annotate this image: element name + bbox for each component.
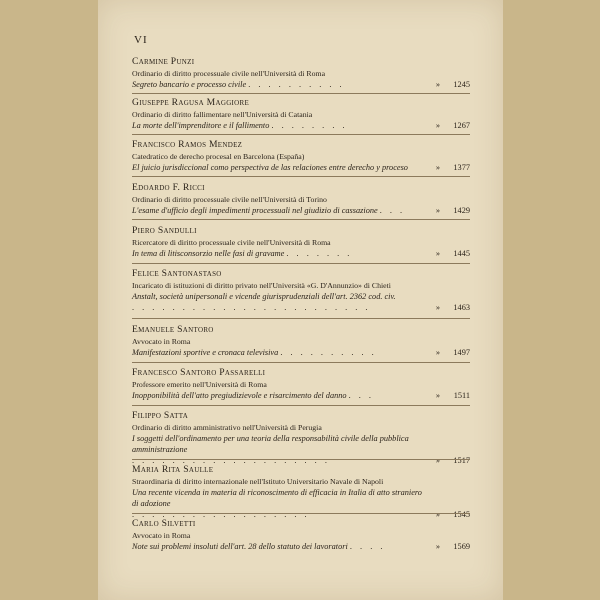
leader-dots: . . .: [348, 391, 374, 400]
author-name: Filippo Satta: [132, 410, 189, 421]
article-title-row: [132, 248, 470, 259]
ditto-mark: »: [435, 206, 440, 215]
article-title-row: [132, 205, 470, 216]
author-role: Ordinario di diritto processuale civile nell'Università di Torino: [132, 195, 327, 204]
author-role: Ordinario di diritto fallimentare nell'Università di Catania: [132, 110, 313, 119]
page-ref: 1463: [453, 303, 470, 312]
ditto-mark: »: [435, 303, 440, 312]
ditto-mark: »: [435, 348, 440, 357]
article-title: Note sui problemi insoluti dell'art. 28 dello statuto dei lavoratori: [132, 542, 348, 551]
divider: [132, 362, 470, 363]
toc-entry: [132, 139, 470, 173]
leader-dots: . . . . . . . . . .: [280, 348, 377, 357]
ditto-mark: »: [435, 163, 440, 172]
toc-entry: [132, 464, 470, 520]
article-title: Segreto bancario e processo civile: [132, 80, 247, 89]
ditto-mark: »: [435, 542, 440, 551]
toc-entry: [132, 410, 470, 466]
author-name: Giuseppe Ragusa Maggiore: [132, 97, 250, 108]
article-title-row: [132, 433, 470, 466]
divider: [132, 318, 470, 319]
author-role: Avvocato in Roma: [132, 337, 191, 346]
page-ref: 1497: [453, 348, 470, 357]
toc-entry: [132, 324, 470, 358]
divider: [132, 93, 470, 94]
author-role: Avvocato in Roma: [132, 531, 191, 540]
author-name: Carlo Silvetti: [132, 518, 196, 529]
article-title: L'esame d'ufficio degli impedimenti processuali nel giudizio di cassazione: [132, 206, 378, 215]
article-title-row: [132, 162, 470, 173]
toc-entry: [132, 268, 470, 313]
toc-entry: [132, 367, 470, 401]
author-role: Catedratico de derecho procesal en Barcelona (España): [132, 152, 305, 161]
divider: [132, 513, 470, 514]
toc-entry: [132, 518, 470, 552]
page-ref: 1569: [453, 542, 470, 551]
page-ref: 1445: [453, 249, 470, 258]
article-title: Una recente vicenda in materia di riconoscimento di efficacia in Italia di atto straniero di adozione: [132, 488, 422, 508]
article-title-row: [132, 291, 470, 313]
ditto-mark: »: [435, 249, 440, 258]
article-title-row: [132, 79, 470, 90]
article-title-row: [132, 390, 470, 401]
article-title: Inopponibilità dell'atto pregiudizievole e risarcimento del danno: [132, 391, 347, 400]
divider: [132, 263, 470, 264]
article-title: La morte dell'imprenditore e il fallimento: [132, 121, 270, 130]
divider: [132, 459, 470, 460]
toc-entry: [132, 182, 470, 216]
page-ref: 1429: [453, 206, 470, 215]
toc-entry: [132, 225, 470, 259]
book-page: [98, 0, 503, 600]
ditto-mark: »: [435, 456, 440, 465]
leader-dots: . . . . . . . . . . . . . . . . . . . .: [132, 456, 330, 465]
author-role: Incaricato di istituzioni di diritto privato nell'Università «G. D'Annunzio» di Chieti: [132, 281, 391, 290]
article-title-row: [132, 120, 470, 131]
page-ref: 1245: [453, 80, 470, 89]
leader-dots: . . . . . . . . . . . . . . . . . .: [132, 510, 310, 519]
leader-dots: . . .: [379, 206, 406, 215]
page-number: VI: [134, 34, 148, 46]
page-ref: 1267: [453, 121, 470, 130]
article-title: Anstalt, società unipersonali e vicende giurisprudenziali dell'art. 2362 cod. civ.: [132, 292, 396, 301]
author-name: Carmine Punzi: [132, 56, 195, 67]
leader-dots: . . . . . . . . . . . . . . . . . . . . . . . .: [132, 303, 371, 312]
leader-dots: . . . .: [349, 542, 386, 551]
ditto-mark: »: [435, 391, 440, 400]
ditto-mark: »: [435, 510, 440, 519]
leader-dots: . . . . . . . . . .: [248, 80, 345, 89]
author-name: Felice Santonastaso: [132, 268, 222, 279]
author-role: Ricercatore di diritto processuale civile nell'Università di Roma: [132, 238, 331, 247]
author-name: Francesco Santoro Passarelli: [132, 367, 266, 378]
toc-entry: [132, 97, 470, 131]
article-title: I soggetti dell'ordinamento per una teoria della responsabilità civile della pubblica amministrazione: [132, 434, 409, 454]
author-name: Piero Sandulli: [132, 225, 197, 236]
page-ref: 1545: [453, 510, 470, 519]
divider: [132, 219, 470, 220]
author-name: Maria Rita Saulle: [132, 464, 214, 475]
toc-entry: [132, 56, 470, 90]
article-title-row: [132, 347, 470, 358]
author-name: Emanuele Santoro: [132, 324, 214, 335]
page-ref: 1517: [453, 456, 470, 465]
author-role: Straordinaria di diritto internazionale nell'Istituto Universitario Navale di Napoli: [132, 477, 384, 486]
author-role: Professore emerito nell'Università di Roma: [132, 380, 267, 389]
leader-dots: . . . . . . . .: [271, 121, 348, 130]
leader-dots: . . . . . . .: [286, 249, 353, 258]
divider: [132, 134, 470, 135]
article-title: El juicio jurisdiccional como perspectiva de las relaciones entre derecho y proceso: [132, 163, 408, 172]
author-role: Ordinario di diritto amministrativo nell'Università di Perugia: [132, 423, 322, 432]
article-title-row: [132, 541, 470, 552]
page-ref: 1377: [453, 163, 470, 172]
author-name: Edoardo F. Ricci: [132, 182, 205, 193]
author-name: Francisco Ramos Mendez: [132, 139, 243, 150]
article-title-row: [132, 487, 470, 520]
divider: [132, 405, 470, 406]
divider: [132, 176, 470, 177]
ditto-mark: »: [435, 80, 440, 89]
page-ref: 1511: [453, 391, 470, 400]
author-role: Ordinario di diritto processuale civile nell'Università di Roma: [132, 69, 326, 78]
ditto-mark: »: [435, 121, 440, 130]
article-title: Manifestazioni sportive e cronaca televisiva: [132, 348, 279, 357]
article-title: In tema di litisconsorzio nelle fasi di gravame: [132, 249, 285, 258]
